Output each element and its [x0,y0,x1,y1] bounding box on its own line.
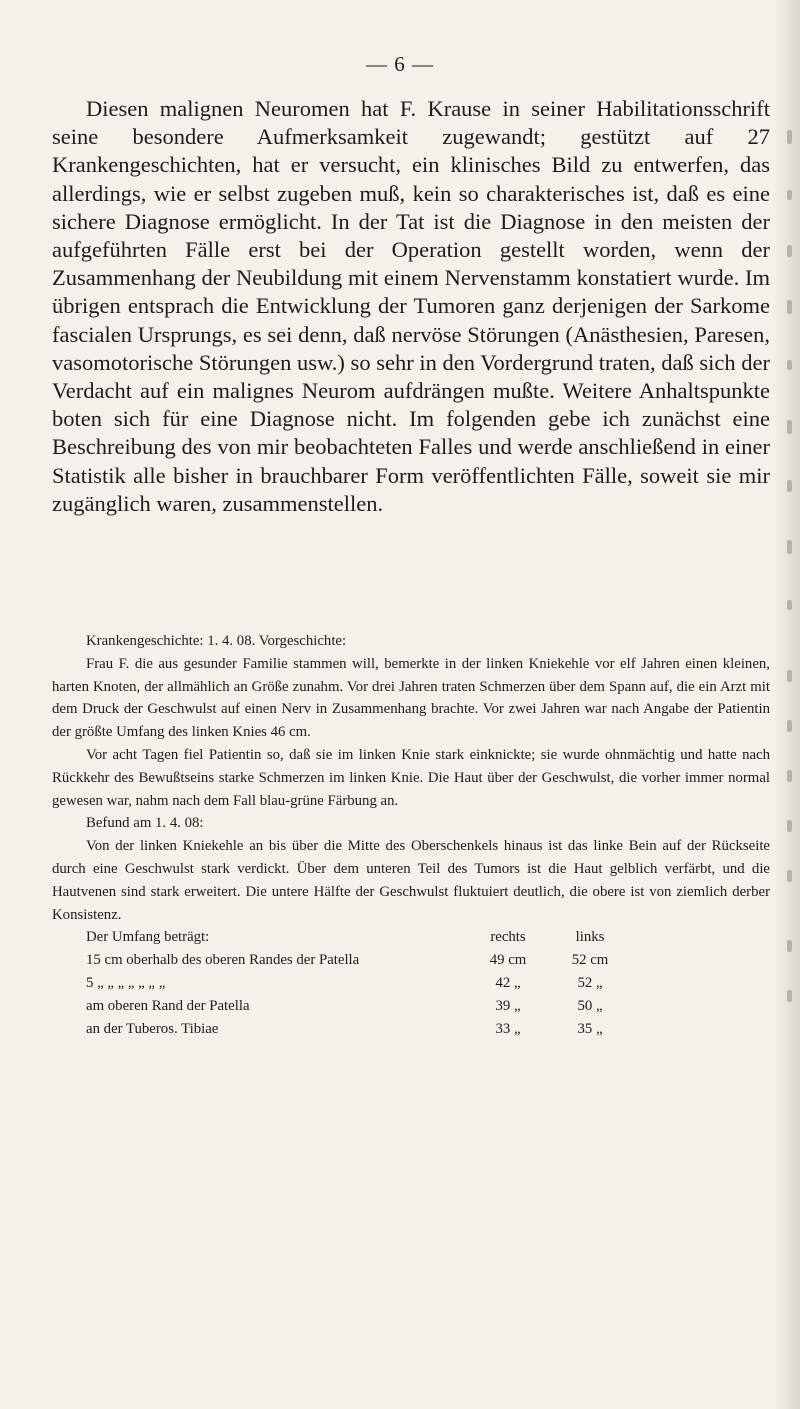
measurement-row [52,949,770,972]
bleed-mark [787,820,792,832]
measurement-table [52,926,770,1041]
findings-paragraph: Von der linken Kniekehle an bis über die Mitte des Oberschenkels hinaus ist das linke Bein auf der Rückseite durch eine Geschwulst stark verdickt. Über dem unteren Teil des Tumors ist die Haut gelblich verfärbt, und die Hautvenen sind stark erweitert. Die untere Hälfte der Geschwulst fluktuiert deutlich, die obere ist von ziemlich derber Konsistenz. [52,838,770,923]
measurement-left: 52 „ [577,975,603,992]
bleed-mark [787,130,792,144]
bleed-mark [787,245,792,257]
page-number: — 6 — [366,52,434,76]
bleed-mark [787,990,792,1002]
adjacent-page-edge [774,0,800,1409]
measurement-row [52,972,770,995]
bleed-mark [787,300,792,314]
measurement-row [52,1018,770,1041]
bleed-mark [787,670,792,682]
bleed-mark [787,480,792,492]
bleed-mark [787,940,792,952]
case-report [52,630,770,1038]
measurement-row [52,995,770,1018]
case-history-paragraph-1: Frau F. die aus gesunder Familie stammen will, bemerkte in der linken Kniekehle vor elf Jahren einen kleinen, harten Knoten, der allmählich an Größe zunahm. Vor drei Jahren traten Schmerzen über dem Spann auf, die ein Arzt mit dem Druck der Geschwulst auf einen Nerv in Zusammenhang brachte. Vor zwei Jahren war nach Angabe der Patientin der größte Umfang des linken Knies 46 cm. [52,655,770,741]
measurement-left: 35 „ [577,1021,603,1038]
main-paragraph: Diesen malignen Neuromen hat F. Krause in seiner Habilitationsschrift seine besondere Aufmerksamkeit zugewandt; gestützt auf 27 Krankengeschichten, hat er versucht, ein klinisches Bild zu entwerfen, das allerdings, wie er selbst zugeben muß, kein so charakterisches ist, daß es eine sichere Diagnose ermöglicht. In der Tat ist die Diagnose in den meisten der aufgeführten Fälle erst bei der Operation gestellt worden, wenn der Zusammenhang der Neubildung mit einem Nervenstamm konstatiert wurde. Im übrigen entsprach die Entwicklung der Tumoren ganz derjenigen der Sarkome fascialen Ursprungs, es sei denn, daß nervöse Störungen (Anästhesien, Paresen, vasomotorische Störungen usw.) so sehr in den Vordergrund traten, daß sich der Verdacht auf ein malignes Neurom aufdrängen mußte. Weitere Anhaltspunkte boten sich für eine Diagnose nicht. Im folgenden gebe ich zunächst eine Beschreibung des von mir beobachteten Falles und werde anschließend in einer Statistik alle bisher in brauchbarer Form veröffentlichten Fälle, soweit sie mir zugänglich waren, zusammenstellen. [52,96,770,516]
bleed-mark [787,770,792,782]
measurement-intro: Der Umfang beträgt: [86,929,210,946]
bleed-mark [787,190,792,200]
measurement-label: 5 „ „ „ „ „ „ „ [86,975,166,992]
column-header-right: rechts [490,929,526,946]
bleed-mark [787,540,792,554]
column-header-left: links [575,929,605,946]
findings-heading: Befund am 1. 4. 08: [86,815,204,832]
bleed-mark [787,600,792,610]
bleed-mark [787,420,792,434]
measurement-label: am oberen Rand der Patella [86,998,250,1015]
measurement-label: 15 cm oberhalb des oberen Randes der Patella [86,952,360,969]
measurement-right: 49 cm [489,952,527,969]
measurement-left: 50 „ [577,998,603,1015]
body-text [52,95,770,518]
measurement-header-row [52,926,770,949]
case-heading: Krankengeschichte: 1. 4. 08. Vorgeschichte: [86,633,347,649]
measurement-right: 39 „ [495,998,521,1015]
bleed-mark [787,360,792,370]
measurement-left: 52 cm [571,952,609,969]
bleed-mark [787,720,792,732]
measurement-label: an der Tuberos. Tibiae [86,1021,219,1038]
bleed-mark [787,870,792,882]
case-history-paragraph-2: Vor acht Tagen fiel Patientin so, daß sie im linken Knie stark einknickte; sie wurde ohnmächtig und hatte nach Rückkehr des Bewußtseins starke Schmerzen im linken Knie. Die Haut über der Geschwulst, die vorher immer normal gewesen war, nahm nach dem Fall blau-grüne Färbung an. [52,746,770,809]
measurement-right: 33 „ [495,1021,521,1038]
measurement-right: 42 „ [495,975,521,992]
